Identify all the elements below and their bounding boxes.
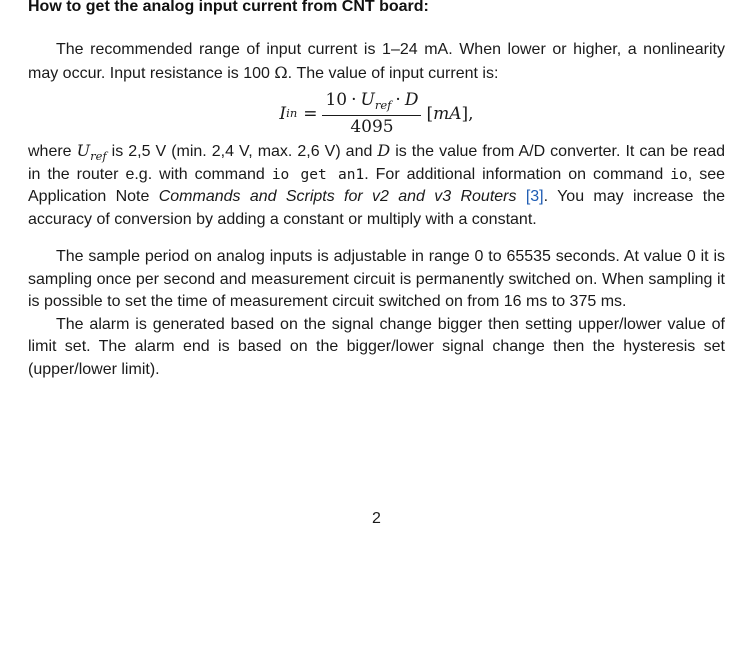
- paragraph-text: is 2,5 V (min. 2,4 V, max. 2,6 V) and: [106, 143, 378, 160]
- section-title: How to get the analog input current from CNT board:: [28, 0, 429, 15]
- paragraph-text: is the value from A/D converter. It can be read in the router e.g. with command: [28, 143, 726, 183]
- paragraph-sample-period: The sample period on analog inputs is adjustable in range 0 to 65535 seconds. At value 0 it is sampling once per second and measurement circuit is permanently switched on. When sampling it is possible to set the time of measurement circuit switched on from 16 ms to 375 ms.: [28, 248, 725, 310]
- numerator-d-symbol: D: [404, 90, 419, 111]
- multiplication-dot: ·: [395, 90, 401, 111]
- unit-bracket-close: ],: [461, 103, 474, 124]
- paragraph-text: The recommended range of input current is 1–24 mA. When lower or higher, a nonlinearity may occur. Input resistance is 100: [28, 41, 725, 82]
- fraction-numerator: [322, 92, 421, 115]
- command-io: io: [670, 166, 688, 183]
- equals-sign: =: [303, 103, 318, 124]
- page-number: 2: [372, 510, 381, 527]
- application-note-title: Commands and Scripts for v2 and v3 Routers: [158, 188, 517, 205]
- formula-input-current: [28, 92, 725, 136]
- paragraph-text: [517, 188, 526, 205]
- paragraph-adc-description: [28, 140, 725, 231]
- paragraph-input-current: [28, 39, 725, 85]
- numerator-uref-symbol: U: [360, 90, 375, 111]
- numerator-coefficient: 10: [325, 90, 348, 111]
- formula-lhs-symbol: I: [279, 103, 287, 124]
- paragraph-text: . The value of input current is:: [287, 64, 499, 82]
- paragraph-text: . For additional information on command: [364, 165, 671, 183]
- unit-bracket-open: [: [426, 103, 434, 124]
- command-io-get-an1: io get an1: [271, 166, 365, 183]
- omega-symbol: Ω: [274, 62, 288, 82]
- numerator-uref-subscript: ref: [374, 98, 392, 113]
- paragraph-text: . You may increase the accuracy of conversion by adding a constant or multiply with a constant.: [28, 188, 725, 228]
- d-symbol: D: [377, 141, 391, 160]
- formula-fraction: [322, 92, 421, 136]
- paragraph-text: where: [28, 143, 77, 160]
- document-content: [28, 0, 725, 381]
- uref-symbol: U: [76, 141, 91, 160]
- fraction-denominator: 4095: [350, 116, 394, 137]
- paragraph-alarm: The alarm is generated based on the signal change bigger then setting upper/lower value of limit set. The alarm end is based on the bigger/lower signal change then the hysteresis set (upper/lower limit).: [28, 315, 725, 378]
- citation-link-3[interactable]: [3]: [525, 188, 544, 205]
- multiplication-dot: ·: [351, 90, 357, 111]
- paragraph-text: , see Application Note: [28, 165, 725, 205]
- uref-subscript: ref: [90, 149, 107, 163]
- unit-symbol: mA: [433, 103, 462, 124]
- formula-lhs-subscript: in: [286, 106, 298, 121]
